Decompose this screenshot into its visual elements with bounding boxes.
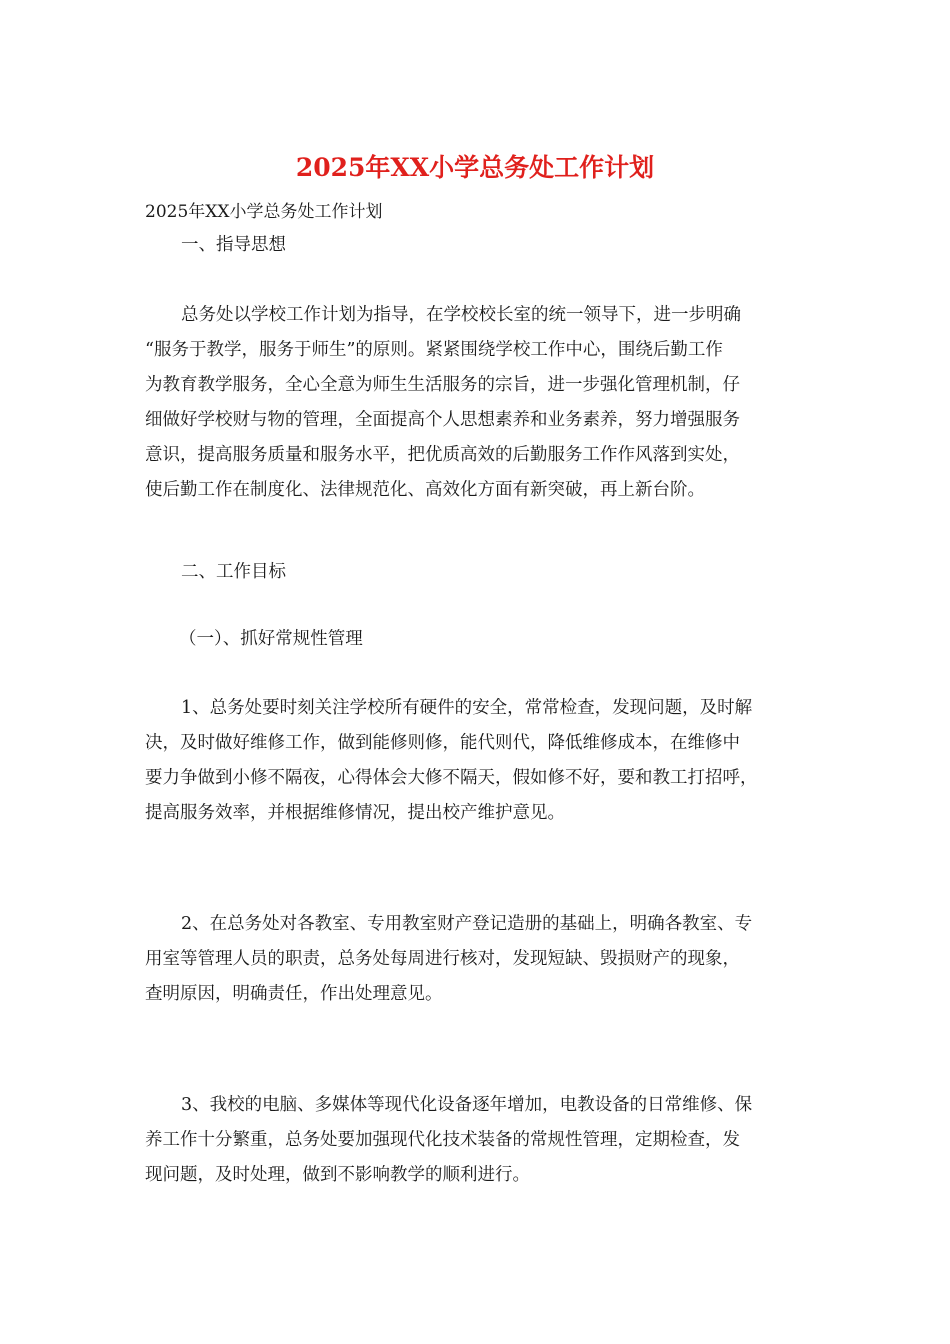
section1-heading: 一、指导思想: [181, 235, 286, 255]
paragraph-line: 养工作十分繁重，总务处要加强现代化技术装备的常规性管理，定期检查，发: [145, 1130, 740, 1150]
paragraph-line: 意识，提高服务质量和服务水平，把优质高效的后勤服务工作作风落到实处，: [145, 445, 740, 465]
paragraph-line: 要力争做到小修不隔夜，心得体会大修不隔天，假如修不好，要和教工打招呼，: [145, 768, 758, 788]
paragraph-line: 提高服务效率，并根据维修情况，提出校产维护意见。: [145, 803, 565, 823]
paragraph-line: 细做好学校财与物的管理，全面提高个人思想素养和业务素养，努力增强服务: [145, 410, 740, 430]
paragraph-line: 查明原因，明确责任，作出处理意见。: [145, 984, 443, 1004]
section2-heading: 二、工作目标: [181, 562, 286, 582]
document-subtitle: 2025年XX小学总务处工作计划: [145, 202, 383, 222]
paragraph-line: 使后勤工作在制度化、法律规范化、高效化方面有新突破，再上新台阶。: [145, 480, 705, 500]
document-title: 2025年XX小学总务处工作计划: [295, 153, 655, 182]
item3-paragraph: [145, 1088, 805, 1193]
paragraph-line: 决，及时做好维修工作，做到能修则修，能代则代，降低维修成本，在维修中: [145, 733, 740, 753]
item1-paragraph: [145, 691, 805, 831]
paragraph-line: 为教育教学服务，全心全意为师生生活服务的宗旨，进一步强化管理机制，仔: [145, 375, 740, 395]
paragraph-line: 现问题，及时处理，做到不影响教学的顺利进行。: [145, 1165, 530, 1185]
section1-paragraph: [145, 298, 805, 508]
subsection1-heading: （一）、抓好常规性管理: [179, 629, 363, 649]
paragraph-line: 1、总务处要时刻关注学校所有硬件的安全，常常检查，发现问题，及时解: [181, 698, 753, 718]
paragraph-line: “服务于教学，服务于师生”的原则。紧紧围绕学校工作中心，围绕后勤工作: [145, 340, 723, 360]
paragraph-line: 3、我校的电脑、多媒体等现代化设备逐年增加，电教设备的日常维修、保: [181, 1095, 753, 1115]
item2-paragraph: [145, 907, 805, 1012]
paragraph-line: 2、在总务处对各教室、专用教室财产登记造册的基础上，明确各教室、专: [181, 914, 753, 934]
paragraph-line: 总务处以学校工作计划为指导，在学校校长室的统一领导下，进一步明确: [181, 305, 741, 325]
paragraph-line: 用室等管理人员的职责，总务处每周进行核对，发现短缺、毁损财产的现象，: [145, 949, 740, 969]
